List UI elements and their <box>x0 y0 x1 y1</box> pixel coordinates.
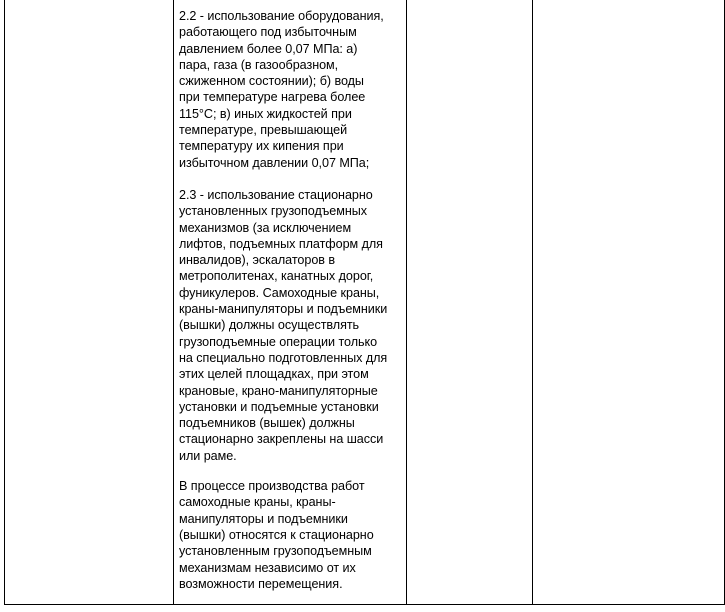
paragraph-spacer <box>179 171 402 187</box>
empty-cell-right <box>533 0 725 605</box>
paragraph-2-2: 2.2 - использование оборудования, работающего под избыточным давлением более 0,07 МПа: а) пара, газа (в газообразном, сжиженном состоянии); б) воды при температуре нагрева более 115°С; в) иных жидкостей при температуре, превышающей температуру их кипения при избыточном давлении 0,07 МПа; <box>179 9 384 170</box>
empty-cell-middle <box>407 0 533 605</box>
table-row <box>5 0 725 605</box>
paragraph-note: В процессе производства работ самоходные краны, краны- манипуляторы и подъемники (вышки) относятся к стационарно установленным грузоподъемным механизмам независимо от их возможности перемещения. <box>179 479 374 591</box>
paragraph-2-3: 2.3 - использование стационарно установленных грузоподъемных механизмов (за исключением лифтов, подъемных платформ для инвалидов), эскалаторов в метрополитенах, канатных дорог, фуникулеров. Самоходные краны, краны-манипуляторы и подъемники (вышки) должны осуществлять грузоподъемные операции только на специально подготовленных для этих целей площадках, при этом крановые, крано-манипуляторные установки и подъемные установки подъемников (вышек) должны стационарно закреплены на шасси или раме. <box>179 187 388 463</box>
requirements-table <box>4 0 725 605</box>
empty-cell-left <box>5 0 174 605</box>
description-cell <box>174 0 407 605</box>
paragraph-spacer <box>179 464 402 478</box>
